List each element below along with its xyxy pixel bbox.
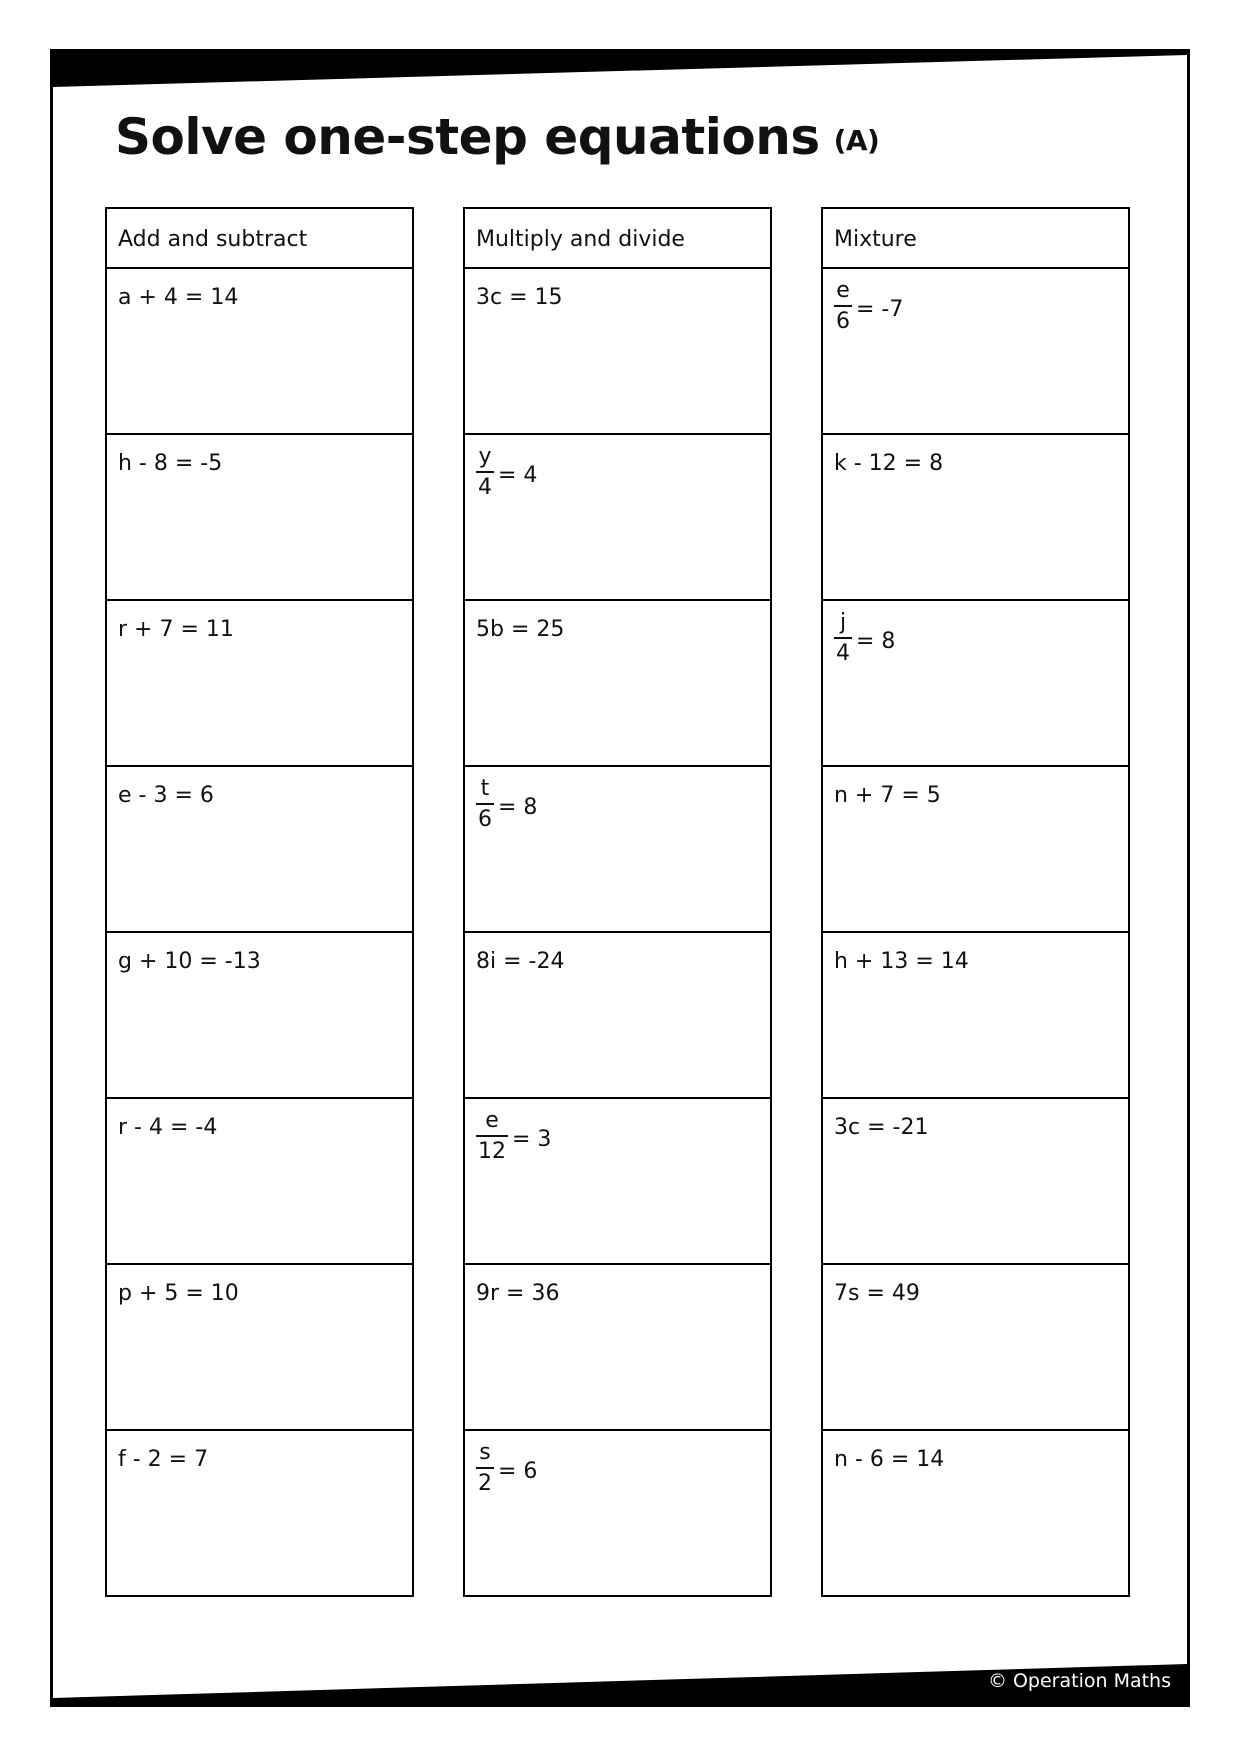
equation — [834, 1115, 1128, 1140]
fraction — [476, 1109, 508, 1164]
equation-text: k - 12 = 8 — [834, 451, 944, 476]
equation-cell[interactable] — [465, 933, 770, 1099]
equation — [834, 610, 1128, 666]
equation-text: 3c = -21 — [834, 1115, 929, 1140]
equation-cell[interactable] — [823, 435, 1128, 601]
fraction-denominator: 6 — [476, 803, 494, 832]
equation — [834, 783, 1128, 808]
fraction-numerator: e — [485, 1108, 499, 1133]
equation-text: p + 5 = 10 — [118, 1281, 239, 1306]
equation-cell[interactable] — [823, 767, 1128, 933]
equation-right-side: = 6 — [498, 1459, 538, 1484]
equation-cell[interactable] — [107, 601, 412, 767]
equation — [118, 1447, 412, 1472]
fraction-denominator: 6 — [834, 305, 852, 334]
equation — [476, 444, 770, 500]
top-decorative-band — [53, 52, 1187, 94]
equation — [118, 1281, 412, 1306]
equation — [118, 451, 412, 476]
fraction — [476, 777, 494, 832]
fraction-numerator: y — [478, 444, 492, 469]
equation — [476, 617, 770, 642]
column-add-subtract — [105, 207, 414, 1597]
equation-cell[interactable] — [465, 269, 770, 435]
equation-cell[interactable] — [823, 269, 1128, 435]
equation-text: n + 7 = 5 — [834, 783, 941, 808]
equation — [476, 949, 770, 974]
worksheet-title — [115, 108, 879, 166]
equation-text: h + 13 = 14 — [834, 949, 969, 974]
fraction-denominator: 12 — [476, 1135, 508, 1164]
equation-cell[interactable] — [107, 1431, 412, 1595]
fraction — [834, 611, 852, 666]
equation-text: n - 6 = 14 — [834, 1447, 945, 1472]
equation-cell[interactable] — [465, 435, 770, 601]
fraction-denominator: 4 — [834, 637, 852, 666]
equation-right-side: = 8 — [498, 795, 538, 820]
equation-text: 7s = 49 — [834, 1281, 920, 1306]
equation-right-side: = -7 — [856, 297, 904, 322]
column-header: Mixture — [823, 209, 1128, 269]
equation-cell[interactable] — [107, 933, 412, 1099]
equation-cell[interactable] — [823, 1099, 1128, 1265]
equation-text: r + 7 = 11 — [118, 617, 234, 642]
fraction-denominator: 2 — [476, 1467, 494, 1496]
equation-cell[interactable] — [107, 269, 412, 435]
equation-cell[interactable] — [107, 1099, 412, 1265]
fraction — [476, 445, 494, 500]
equation-right-side: = 3 — [512, 1127, 552, 1152]
equation-right-side: = 4 — [498, 463, 538, 488]
equation-text: 3c = 15 — [476, 285, 563, 310]
copyright-footer: © Operation Maths — [987, 1670, 1171, 1692]
column-multiply-divide — [463, 207, 772, 1597]
equation-cell[interactable] — [465, 1431, 770, 1595]
equation-text: a + 4 = 14 — [118, 285, 239, 310]
title-text: Solve one-step equations — [115, 108, 820, 166]
equation-cell[interactable] — [465, 601, 770, 767]
equation — [118, 285, 412, 310]
equation-cell[interactable] — [465, 1265, 770, 1431]
equation — [834, 1281, 1128, 1306]
equation-text: g + 10 = -13 — [118, 949, 261, 974]
equation-cell[interactable] — [465, 767, 770, 933]
fraction-denominator: 4 — [476, 471, 494, 500]
fraction-numerator: t — [480, 776, 490, 801]
equation-cell[interactable] — [465, 1099, 770, 1265]
equation-text: f - 2 = 7 — [118, 1447, 209, 1472]
column-mixture — [821, 207, 1130, 1597]
equation — [118, 949, 412, 974]
equation-right-side: = 8 — [856, 629, 896, 654]
equation — [834, 278, 1128, 334]
equation-cell[interactable] — [823, 601, 1128, 767]
equation — [476, 1440, 770, 1496]
equation — [834, 451, 1128, 476]
equation-text: e - 3 = 6 — [118, 783, 214, 808]
equation — [476, 1281, 770, 1306]
equation — [834, 1447, 1128, 1472]
equation — [118, 783, 412, 808]
title-version-tag: (A) — [833, 124, 880, 157]
fraction — [476, 1441, 494, 1496]
equation — [476, 776, 770, 832]
fraction — [834, 279, 852, 334]
fraction-numerator: s — [479, 1440, 491, 1465]
fraction-numerator: e — [836, 278, 850, 303]
equation — [118, 1115, 412, 1140]
equation — [476, 285, 770, 310]
equation-cell[interactable] — [823, 1431, 1128, 1595]
equation — [118, 617, 412, 642]
equation-cell[interactable] — [107, 435, 412, 601]
equation-text: 5b = 25 — [476, 617, 565, 642]
equation-cell[interactable] — [823, 933, 1128, 1099]
equation — [834, 949, 1128, 974]
fraction-numerator: j — [839, 610, 847, 635]
equation-cell[interactable] — [107, 767, 412, 933]
equation-text: 9r = 36 — [476, 1281, 560, 1306]
column-header: Add and subtract — [107, 209, 412, 269]
equation — [476, 1108, 770, 1164]
equation-cell[interactable] — [823, 1265, 1128, 1431]
equation-text: 8i = -24 — [476, 949, 565, 974]
column-header: Multiply and divide — [465, 209, 770, 269]
equation-text: r - 4 = -4 — [118, 1115, 218, 1140]
equation-cell[interactable] — [107, 1265, 412, 1431]
equation-text: h - 8 = -5 — [118, 451, 223, 476]
